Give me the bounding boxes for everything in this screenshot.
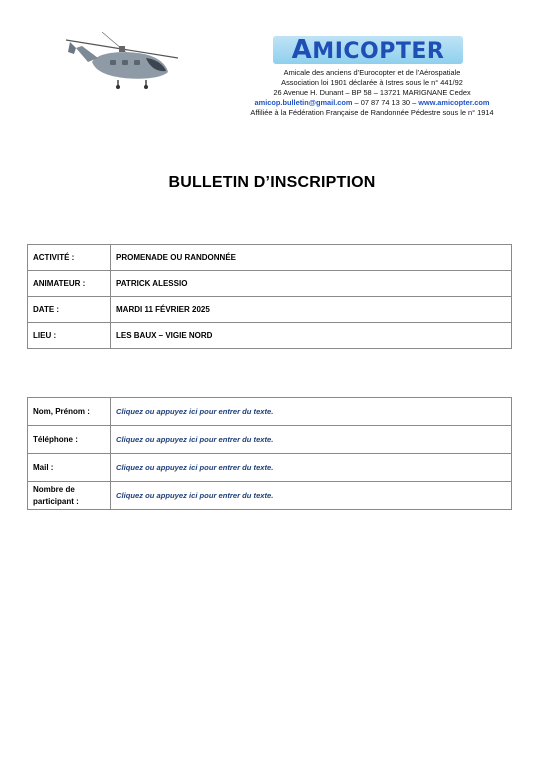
email-link[interactable]: amicop.bulletin@gmail.com [254, 98, 353, 107]
table-row [28, 271, 512, 297]
row-value: PROMENADE OU RANDONNÉE [111, 245, 512, 271]
row-label: LIEU : [28, 323, 111, 349]
assoc-line: Amicale des anciens d’Eurocopter et de l’Aérospatiale [283, 68, 461, 77]
form-row [28, 482, 512, 510]
logo-initial: A [291, 35, 313, 65]
field-label-participants: Nombre de participant : [28, 482, 111, 510]
table-row [28, 323, 512, 349]
row-value: PATRICK ALESSIO [111, 271, 512, 297]
row-label: ACTIVITÉ : [28, 245, 111, 271]
contact-line [222, 98, 522, 108]
phone-number: – 07 87 74 13 30 – [352, 98, 419, 107]
page-title: BULLETIN D’INSCRIPTION [168, 174, 376, 191]
field-label-name: Nom, Prénom : [28, 398, 111, 426]
logo-wordmark: MICOPTER [312, 39, 445, 64]
affiliation-line: Affiliée à la Fédération Française de Randonnée Pédestre sous le n° 1914 [250, 108, 494, 117]
row-label: DATE : [28, 297, 111, 323]
registration-form-table [27, 397, 512, 510]
row-value: LES BAUX – VIGIE NORD [111, 323, 512, 349]
mail-field[interactable]: Cliquez ou appuyez ici pour entrer du texte. [111, 454, 512, 482]
amicopter-logo [273, 36, 463, 64]
form-row [28, 426, 512, 454]
field-label-mail: Mail : [28, 454, 111, 482]
website-link[interactable]: www.amicopter.com [418, 98, 490, 107]
association-info [222, 68, 522, 118]
row-value: MARDI 11 FÉVRIER 2025 [111, 297, 512, 323]
assoc-line: Association loi 1901 déclarée à Istres sous le n° 441/92 [281, 78, 463, 87]
row-label: ANIMATEUR : [28, 271, 111, 297]
form-row [28, 454, 512, 482]
name-field[interactable]: Cliquez ou appuyez ici pour entrer du texte. [111, 398, 512, 426]
participants-field[interactable]: Cliquez ou appuyez ici pour entrer du texte. [111, 482, 512, 510]
helicopter-illustration [62, 28, 182, 94]
phone-field[interactable]: Cliquez ou appuyez ici pour entrer du texte. [111, 426, 512, 454]
table-row [28, 297, 512, 323]
field-label-phone: Téléphone : [28, 426, 111, 454]
assoc-line: 26 Avenue H. Dunant – BP 58 – 13721 MARIGNANE Cedex [273, 88, 471, 97]
event-details-table [27, 244, 512, 349]
table-row [28, 245, 512, 271]
form-row [28, 398, 512, 426]
